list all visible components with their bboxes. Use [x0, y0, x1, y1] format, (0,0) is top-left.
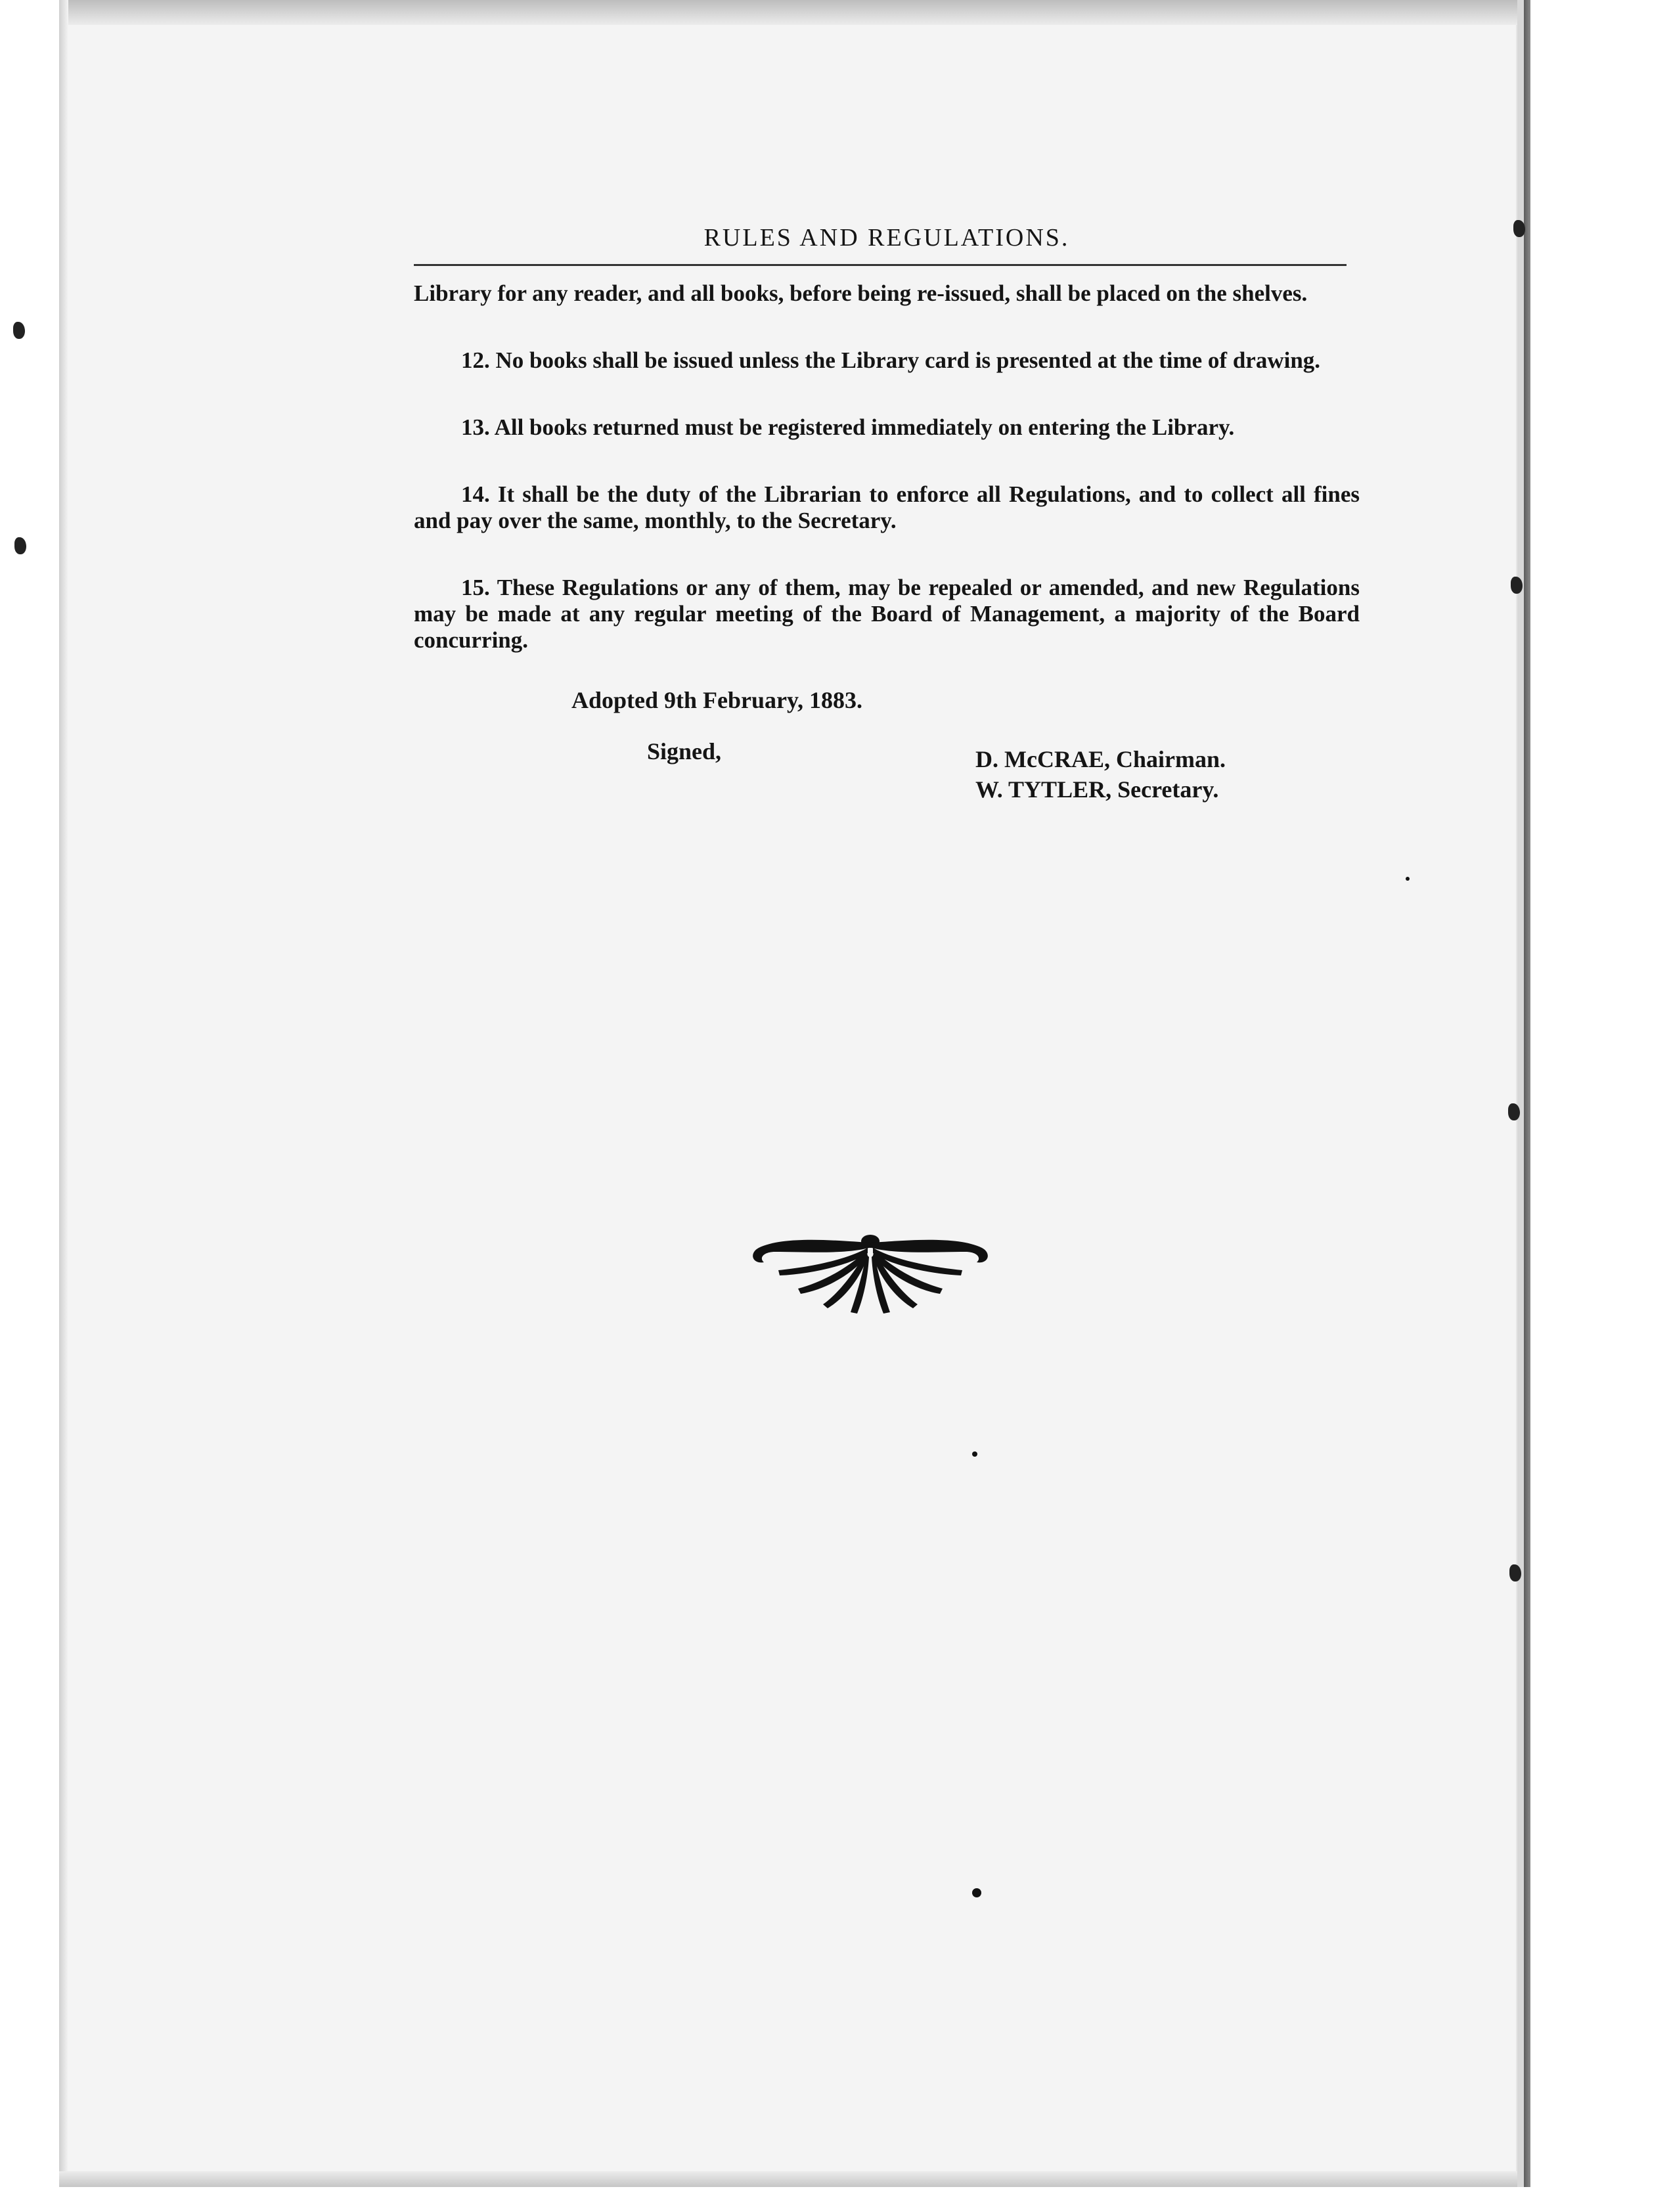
spine-mark: [1508, 1103, 1520, 1120]
paragraph-rule-15: 15. These Regulations or any of them, may be repealed or amended, and new Regulations may be made at any regular meeting of the Board of Management, a majority of the Board concurring.: [414, 575, 1360, 653]
ornament-icon: [746, 1228, 995, 1320]
page-left-edge: [59, 0, 68, 2187]
speck-mark: [1406, 877, 1410, 881]
paragraph-rule-13: 13. All books returned must be registered immediately on entering the Library.: [461, 414, 1235, 440]
speck-mark: [972, 1451, 977, 1457]
running-head: RULES AND REGULATIONS.: [703, 224, 1070, 252]
page-bottom-edge: [59, 2171, 1517, 2187]
paragraph-rule-14: 14. It shall be the duty of the Librarian to enforce all Regulations, and to collect all fines and pay over the same, monthly, to the Secretary.: [414, 481, 1360, 533]
signature-block: [414, 738, 1360, 810]
signatory-chairman: D. McCRAE, Chairman.: [975, 746, 1226, 772]
spine-mark: [1509, 1564, 1521, 1582]
adoption-date: Adopted 9th February, 1883.: [571, 687, 863, 713]
spine-mark: [1513, 220, 1525, 237]
edge-mark: [13, 322, 25, 339]
background-margin: [1530, 0, 1671, 2212]
paragraph-rule-12: 12. No books shall be issued unless the Library card is presented at the time of drawing.: [461, 347, 1321, 373]
page-top-edge: [59, 0, 1517, 25]
page-content: [414, 223, 1360, 810]
scanned-page: [59, 0, 1524, 2187]
header-rule: [414, 264, 1347, 266]
spine-mark: [1511, 577, 1523, 594]
speck-mark: [972, 1888, 981, 1897]
edge-mark: [14, 537, 26, 554]
paragraph-continuation: Library for any reader, and all books, before being re-issued, shall be placed on the shelves.: [414, 280, 1308, 306]
signatory-secretary: W. TYTLER, Secretary.: [975, 776, 1219, 803]
signed-label: Signed,: [647, 738, 722, 764]
